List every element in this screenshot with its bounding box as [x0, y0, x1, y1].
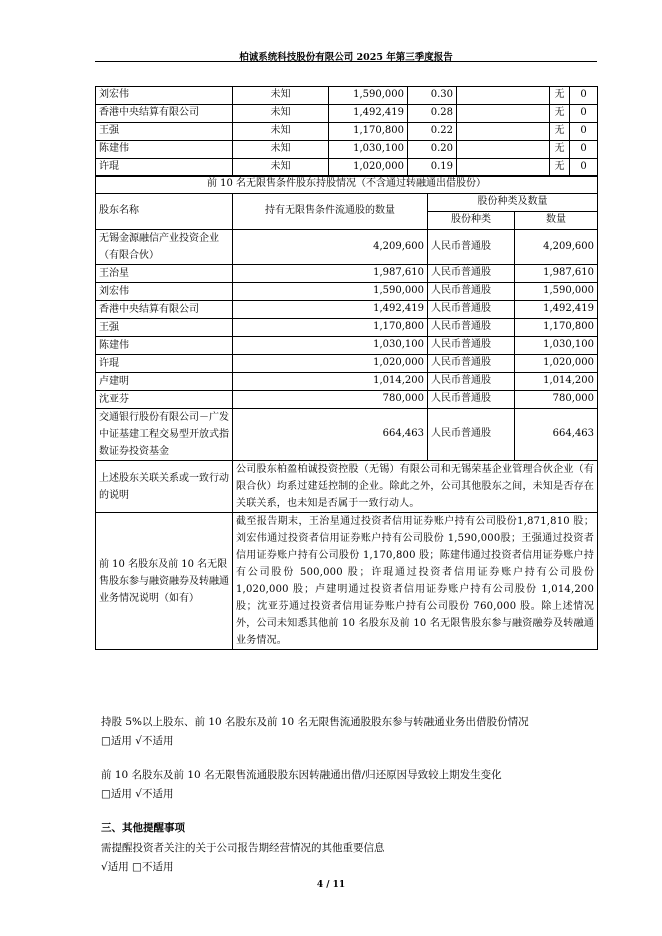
table-title: 前 10 名无限售条件股东持股情况（不含通过转融通出借股份） — [96, 176, 598, 194]
pledge-status: 无 — [550, 87, 570, 105]
share-kind: 人民币普通股 — [428, 409, 515, 461]
lending-options: □适用 √不适用 — [101, 735, 174, 747]
table-row — [96, 373, 598, 391]
related-parties-label: 上述股东关联关系或一致行动的说明 — [96, 461, 233, 513]
change-options: □适用 √不适用 — [101, 788, 174, 800]
table-row — [96, 159, 598, 177]
lending-paragraph: 持股 5%以上股东、前 10 名股东及前 10 名无限售流通股股东参与转融通业务出借股份情况 — [101, 716, 529, 728]
table-row — [96, 105, 598, 123]
section-paragraph: 需提醒投资者关注的关于公司报告期经营情况的其他重要信息 — [101, 842, 385, 854]
pledge-status: 无 — [550, 159, 570, 177]
table-row — [96, 355, 598, 373]
shareholder-nature: 未知 — [233, 159, 329, 177]
table-row — [96, 391, 598, 409]
share-count: 1,020,000 — [329, 159, 408, 177]
table-row — [96, 409, 598, 461]
share-count: 1,020,000 — [515, 355, 598, 373]
share-ratio: 0.28 — [408, 105, 457, 123]
unrestricted-qty: 1,170,800 — [233, 319, 428, 337]
share-kind: 人民币普通股 — [428, 319, 515, 337]
share-count: 1,492,419 — [515, 301, 598, 319]
share-count: 780,000 — [515, 391, 598, 409]
table-row — [96, 123, 598, 141]
table-row — [96, 230, 598, 265]
share-count: 1,492,419 — [329, 105, 408, 123]
unrestricted-qty: 780,000 — [233, 391, 428, 409]
shareholder-name: 王强 — [96, 319, 233, 337]
page-header: 柏诚系统科技股份有限公司 2025 年第三季度报告 — [239, 52, 453, 63]
share-ratio: 0.20 — [408, 141, 457, 159]
shareholder-name: 陈建伟 — [96, 337, 233, 355]
shareholder-name: 香港中央结算有限公司 — [96, 105, 233, 123]
table-row — [96, 87, 598, 105]
share-count: 1,987,610 — [515, 265, 598, 283]
share-count: 1,590,000 — [515, 283, 598, 301]
change-paragraph: 前 10 名股东及前 10 名无限售流通股股东因转融通出借/归还原因导致较上期发生变化 — [101, 769, 502, 781]
empty-cell — [457, 159, 550, 177]
share-kind: 人民币普通股 — [428, 337, 515, 355]
pledge-status: 无 — [550, 123, 570, 141]
table-row — [96, 319, 598, 337]
table-row — [96, 265, 598, 283]
shareholder-name: 香港中央结算有限公司 — [96, 301, 233, 319]
margin-trading-label: 前 10 名股东及前 10 名无限售股东参与融资融券及转融通业务情况说明（如有） — [96, 513, 233, 650]
table-row — [96, 141, 598, 159]
share-ratio: 0.19 — [408, 159, 457, 177]
pledge-quantity: 0 — [570, 87, 598, 105]
shareholder-name: 许琨 — [96, 355, 233, 373]
pledge-quantity: 0 — [570, 123, 598, 141]
section-title: 三、其他提醒事项 — [101, 822, 185, 834]
share-kind: 人民币普通股 — [428, 283, 515, 301]
shareholder-nature: 未知 — [233, 141, 329, 159]
shareholder-nature: 未知 — [233, 123, 329, 141]
related-parties-row — [96, 461, 598, 513]
unrestricted-qty: 4,209,600 — [233, 230, 428, 265]
shareholder-name: 陈建伟 — [96, 141, 233, 159]
unrestricted-qty: 664,463 — [233, 409, 428, 461]
table-row — [96, 301, 598, 319]
column-header-kind: 股份种类 — [428, 212, 515, 230]
column-header-count: 数量 — [515, 212, 598, 230]
unrestricted-shareholders-table — [95, 175, 598, 650]
empty-cell — [457, 123, 550, 141]
share-count: 1,030,100 — [515, 337, 598, 355]
top10-shareholders-table — [95, 86, 598, 177]
share-kind: 人民币普通股 — [428, 230, 515, 265]
unrestricted-qty: 1,030,100 — [233, 337, 428, 355]
share-ratio: 0.22 — [408, 123, 457, 141]
shareholder-name: 沈亚芬 — [96, 391, 233, 409]
share-count: 1,014,200 — [515, 373, 598, 391]
unrestricted-qty: 1,492,419 — [233, 301, 428, 319]
pledge-status: 无 — [550, 141, 570, 159]
shareholder-name: 许琨 — [96, 159, 233, 177]
empty-cell — [457, 87, 550, 105]
table-header-row — [96, 194, 598, 212]
share-kind: 人民币普通股 — [428, 373, 515, 391]
share-count: 664,463 — [515, 409, 598, 461]
share-kind: 人民币普通股 — [428, 355, 515, 373]
share-ratio: 0.30 — [408, 87, 457, 105]
shareholder-name: 无锡金源融信产业投资企业（有限合伙） — [96, 230, 233, 265]
share-count: 4,209,600 — [515, 230, 598, 265]
share-kind: 人民币普通股 — [428, 391, 515, 409]
pledge-status: 无 — [550, 105, 570, 123]
pledge-quantity: 0 — [570, 141, 598, 159]
shareholder-name: 王治星 — [96, 265, 233, 283]
related-parties-text: 公司股东柏盈柏诚投资控股（无锡）有限公司和无锡荣基企业管理合伙企业（有限合伙）均系过建廷控制的企业。除此之外，公司其他股东之间，未知是否存在关联关系，也未知是否属于一致行动人。 — [233, 461, 598, 513]
section-options: √适用 □不适用 — [101, 861, 174, 873]
empty-cell — [457, 105, 550, 123]
shareholder-name: 卢建明 — [96, 373, 233, 391]
share-count: 1,170,800 — [329, 123, 408, 141]
shareholder-name: 刘宏伟 — [96, 283, 233, 301]
page-number: 4 / 11 — [316, 880, 346, 890]
unrestricted-qty: 1,020,000 — [233, 355, 428, 373]
share-kind: 人民币普通股 — [428, 301, 515, 319]
unrestricted-qty: 1,590,000 — [233, 283, 428, 301]
share-count: 1,590,000 — [329, 87, 408, 105]
shareholder-nature: 未知 — [233, 87, 329, 105]
share-kind: 人民币普通股 — [428, 265, 515, 283]
shareholder-name: 刘宏伟 — [96, 87, 233, 105]
margin-trading-row — [96, 513, 598, 650]
table-row — [96, 283, 598, 301]
shareholder-nature: 未知 — [233, 105, 329, 123]
shareholder-name: 交通银行股份有限公司－广发中证基建工程交易型开放式指数证券投资基金 — [96, 409, 233, 461]
table-title-row — [96, 176, 598, 194]
column-header-name: 股东名称 — [96, 194, 233, 230]
column-header-kind-group: 股份种类及数量 — [428, 194, 598, 212]
shareholder-name: 王强 — [96, 123, 233, 141]
table-row — [96, 337, 598, 355]
pledge-quantity: 0 — [570, 159, 598, 177]
unrestricted-qty: 1,014,200 — [233, 373, 428, 391]
column-header-qty: 持有无限售条件流通股的数量 — [233, 194, 428, 230]
empty-cell — [457, 141, 550, 159]
margin-trading-text: 截至报告期末，王治星通过投资者信用证券账户持有公司股份1,871,810 股；刘宏伟通过投资者信用证券账户持有公司股份 1,590,000股；王强通过投资者信用证券账户持有公司股份 1,170,800 股；陈建伟通过投资者信用证券账户持有公司股份 500,000 股；许琨通过投资者信用证券账户持有公司股份 1,020,000 股；卢建明通过投资者信用证券账户持有公司股份 1,014,200 股；沈亚芬通过投资者信用证券账户持有公司股份 760,000 股。除上述情况外，公司未知悉其他前 10 名股东及前 10 名无限售股东参与融资融券及转融通业务情况。 — [233, 513, 598, 650]
unrestricted-qty: 1,987,610 — [233, 265, 428, 283]
share-count: 1,170,800 — [515, 319, 598, 337]
share-count: 1,030,100 — [329, 141, 408, 159]
header-divider — [95, 61, 597, 62]
pledge-quantity: 0 — [570, 105, 598, 123]
